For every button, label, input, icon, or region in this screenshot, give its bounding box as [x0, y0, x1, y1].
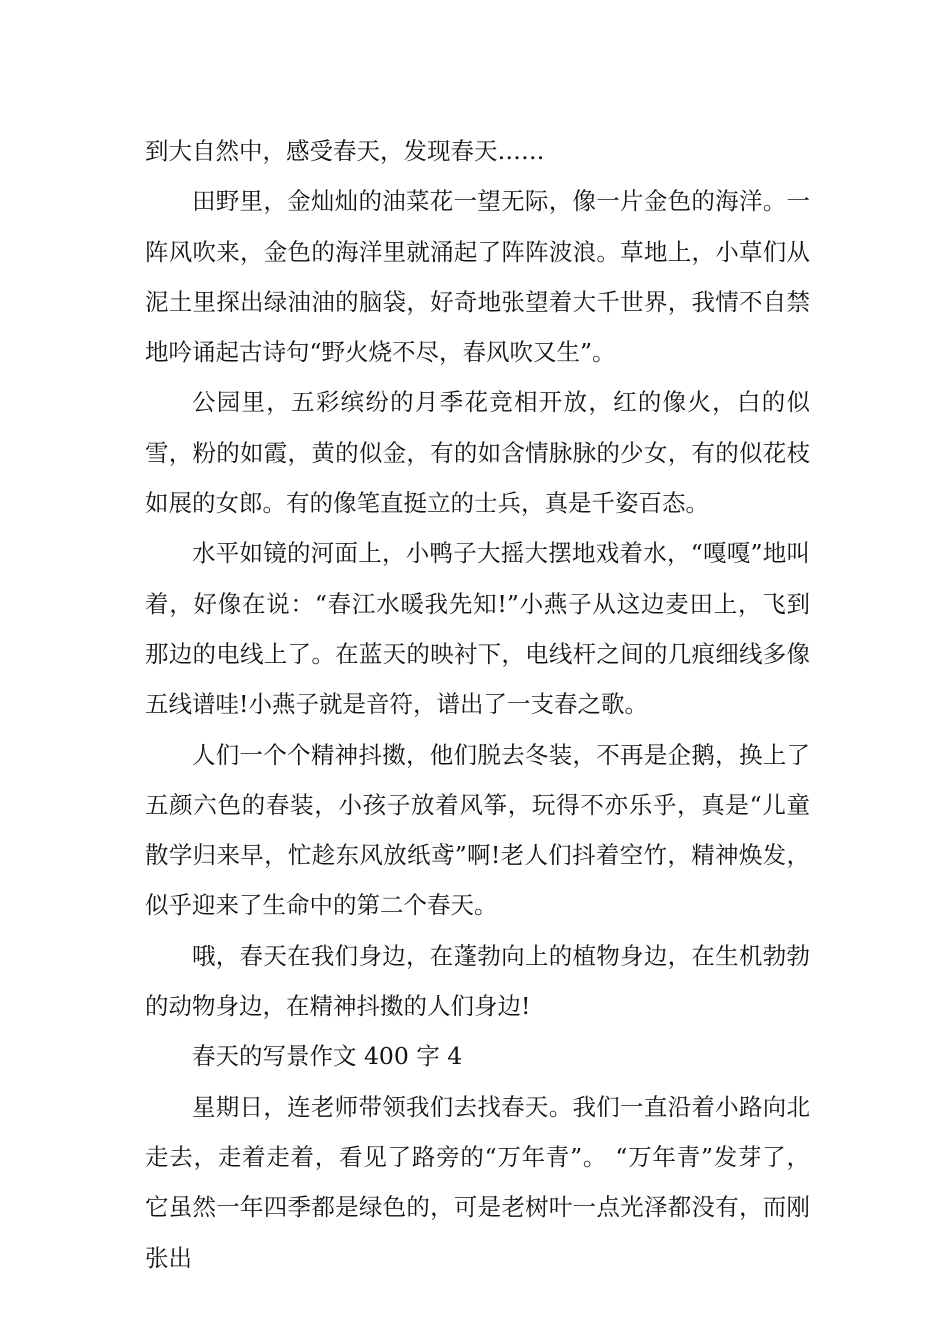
paragraph-people: 人们一个个精神抖擞，他们脱去冬装，不再是企鹅，换上了五颜六色的春装，小孩子放着风筝，玩得不亦乐乎，真是“儿童散学归来早，忙趁东风放纸鸢”啊!老人们抖着空竹，精神焕发，似乎迎来了生命中的第二个春天。 — [145, 740, 810, 920]
section-heading: 春天的写景作文 400 字 4 — [192, 1042, 463, 1071]
paragraph-sunday-walk: 星期日，连老师带领我们去找春天。我们一直沿着小路向北走去，走着走着，看见了路旁的“万年青”。 “万年青”发芽了，它虽然一年四季都是绿色的，可是老树叶一点光泽都没有，而刚张出 — [145, 1092, 810, 1272]
paragraph-park: 公园里，五彩缤纷的月季花竞相开放，红的像火，白的似雪，粉的如霞，黄的似金，有的如含情脉脉的少女，有的似花枝如展的女郎。有的像笔直挺立的士兵，真是千姿百态。 — [145, 388, 810, 518]
paragraph-fields: 田野里，金灿灿的油菜花一望无际，像一片金色的海洋。一阵风吹来，金色的海洋里就涌起了阵阵波浪。草地上，小草们从泥土里探出绿油油的脑袋，好奇地张望着大千世界，我情不自禁地吟诵起古诗句“野火烧不尽，春风吹又生”。 — [145, 187, 810, 367]
paragraph-river: 水平如镜的河面上，小鸭子大摇大摆地戏着水，“嘎嘎”地叫着，好像在说：“春江水暖我先知!”小燕子从这边麦田上，飞到那边的电线上了。在蓝天的映衬下，电线杆之间的几痕细线多像五线谱哇!小燕子就是音符，谱出了一支春之歌。 — [145, 539, 810, 719]
paragraph-conclusion: 哦，春天在我们身边，在蓬勃向上的植物身边，在生机勃勃的动物身边，在精神抖擞的人们身边! — [145, 941, 810, 1021]
essay-body — [145, 126, 810, 1283]
paragraph-intro-tail: 到大自然中，感受春天，发现春天…… — [145, 137, 545, 165]
